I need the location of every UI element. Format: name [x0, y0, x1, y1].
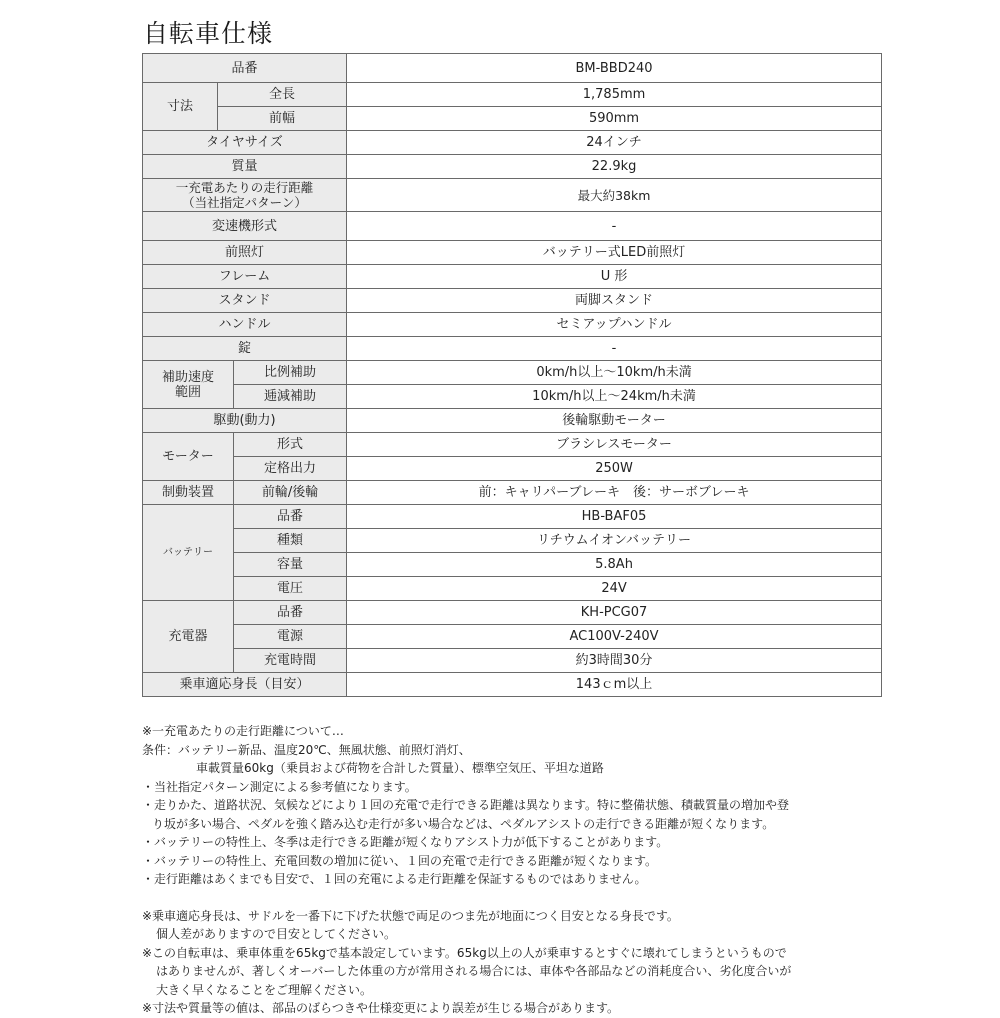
group-label-line: 補助速度 — [161, 369, 214, 385]
note-line: ・バッテリーの特性上、充電回数の増加に従い、１回の充電で走行できる距離が短くなります。 — [142, 853, 658, 868]
note-line: 車載質量60kg（乗員および荷物を合計した質量）、標準空気圧、平坦な道路 — [196, 761, 604, 775]
table-row — [143, 433, 882, 457]
row-value: 最大約38km — [347, 179, 882, 212]
group-label-line: 範囲 — [174, 384, 201, 400]
group-label: バッテリー — [143, 505, 234, 601]
row-label: 質量 — [143, 155, 347, 179]
row-label — [143, 179, 347, 212]
note-line: ※この自転車は、乗車体重を65kgで基本設定しています。65kg以上の人が乗車するとすぐに壊れてしまうというもので — [142, 945, 787, 960]
row-value: 後輪駆動モーター — [347, 409, 882, 433]
note-line: 大きく早くなることをご理解ください。 — [156, 982, 373, 997]
row-label-line: 一充電あたりの走行距離 — [175, 180, 314, 195]
note-line: ・走行距離はあくまでも目安で、１回の充電による走行距離を保証するものではありません。 — [142, 872, 647, 886]
row-label: 充電時間 — [234, 649, 347, 673]
table-row — [143, 289, 882, 313]
row-value: HB-BAF05 — [347, 505, 882, 529]
group-label: 充電器 — [143, 601, 234, 673]
row-value: BM-BBD240 — [347, 54, 882, 83]
row-value: AC100V-240V — [347, 625, 882, 649]
note-line: 条件：バッテリー新品、温度20℃、無風状態、前照灯消灯、 — [142, 742, 471, 757]
row-value: 24インチ — [347, 131, 882, 155]
table-row — [143, 241, 882, 265]
row-value: セミアップハンドル — [347, 313, 882, 337]
row-label: 品番 — [143, 54, 347, 83]
row-value: 10km/h以上〜24km/h未満 — [347, 385, 882, 409]
note-line: ・当社指定パターン測定による参考値になります。 — [142, 779, 417, 794]
group-label: モーター — [143, 433, 234, 481]
row-label: 電圧 — [234, 577, 347, 601]
row-label: 定格出力 — [234, 457, 347, 481]
row-label: 前幅 — [218, 107, 347, 131]
note-line: ・走りかた、道路状況、気候などにより１回の充電で走行できる距離は異なります。特に整備状態、積載質量の増加や登 — [142, 798, 790, 812]
row-value: U 形 — [347, 265, 882, 289]
table-row — [143, 212, 882, 241]
page-title: 自転車仕様 — [143, 19, 274, 48]
group-label — [143, 361, 234, 409]
note-line: ※乗車適応身長は、サドルを一番下に下げた状態で両足のつま先が地面につく目安となる身長です。 — [142, 908, 679, 923]
row-value: 5.8Ah — [347, 553, 882, 577]
table-row — [143, 179, 882, 212]
note-line: り坂が多い場合、ペダルを強く踏み込む走行が多い場合などは、ペダルアシストの走行できる距離が短くなります。 — [152, 816, 775, 831]
row-label: 前輪/後輪 — [234, 481, 347, 505]
table-row — [143, 131, 882, 155]
row-label: 全長 — [218, 83, 347, 107]
row-value: 1,785mm — [347, 83, 882, 107]
note-spacer — [142, 889, 882, 907]
table-row — [143, 457, 882, 481]
row-label: 電源 — [234, 625, 347, 649]
table-row — [143, 553, 882, 577]
group-label: 制動装置 — [143, 481, 234, 505]
row-label: 前照灯 — [143, 241, 347, 265]
row-value: 0km/h以上〜10km/h未満 — [347, 361, 882, 385]
note-line: 個人差がありますので目安としてください。 — [156, 927, 397, 941]
table-row — [143, 54, 882, 83]
row-label: 逓減補助 — [234, 385, 347, 409]
group-label: 寸法 — [143, 83, 218, 131]
row-label: フレーム — [143, 265, 347, 289]
table-row — [143, 265, 882, 289]
row-label: 変速機形式 — [143, 212, 347, 241]
row-label: 種類 — [234, 529, 347, 553]
notes — [142, 722, 882, 1018]
row-label: 比例補助 — [234, 361, 347, 385]
row-label: スタンド — [143, 289, 347, 313]
row-label: 品番 — [234, 505, 347, 529]
row-value: リチウムイオンバッテリー — [347, 529, 882, 553]
note-line: はありませんが、著しくオーバーした体重の方が常用される場合には、車体や各部品などの消耗度合い、劣化度合いが — [156, 964, 792, 978]
row-label: 錠 — [143, 337, 347, 361]
row-label: ハンドル — [143, 313, 347, 337]
note-line: ※一充電あたりの走行距離について… — [142, 724, 344, 738]
table-row — [143, 673, 882, 697]
table-row — [143, 385, 882, 409]
table-row — [143, 313, 882, 337]
row-value: 約3時間30分 — [347, 649, 882, 673]
note-line: ※寸法や質量等の値は、部品のばらつきや仕様変更により誤差が生じる場合があります。 — [142, 1001, 619, 1015]
row-value: 22.9kg — [347, 155, 882, 179]
row-value: 24V — [347, 577, 882, 601]
table-row — [143, 601, 882, 625]
row-value: 両脚スタンド — [347, 289, 882, 313]
table-row — [143, 529, 882, 553]
row-label: 駆動(動力) — [143, 409, 347, 433]
row-label-line: （当社指定パターン） — [182, 195, 307, 210]
row-value: 590mm — [347, 107, 882, 131]
table-row — [143, 505, 882, 529]
table-row — [143, 649, 882, 673]
table-row — [143, 83, 882, 107]
table-row — [143, 337, 882, 361]
table-row — [143, 155, 882, 179]
row-value: 143ｃm以上 — [347, 673, 882, 697]
row-label: タイヤサイズ — [143, 131, 347, 155]
row-value: - — [347, 337, 882, 361]
row-value: 前：キャリパーブレーキ 後：サーボブレーキ — [347, 481, 882, 505]
row-label: 乗車適応身長（目安） — [143, 673, 347, 697]
row-label: 品番 — [234, 601, 347, 625]
row-value: - — [347, 212, 882, 241]
table-row — [143, 577, 882, 601]
row-label: 容量 — [234, 553, 347, 577]
row-value: 250W — [347, 457, 882, 481]
table-row — [143, 481, 882, 505]
row-value: ブラシレスモーター — [347, 433, 882, 457]
note-line: ・バッテリーの特性上、冬季は走行できる距離が短くなりアシスト力が低下することがあります。 — [142, 835, 669, 849]
table-row — [143, 361, 882, 385]
table-row — [143, 107, 882, 131]
spec-table — [142, 53, 882, 697]
row-value: KH-PCG07 — [347, 601, 882, 625]
table-row — [143, 409, 882, 433]
table-row — [143, 625, 882, 649]
row-value: バッテリー式LED前照灯 — [347, 241, 882, 265]
row-label: 形式 — [234, 433, 347, 457]
